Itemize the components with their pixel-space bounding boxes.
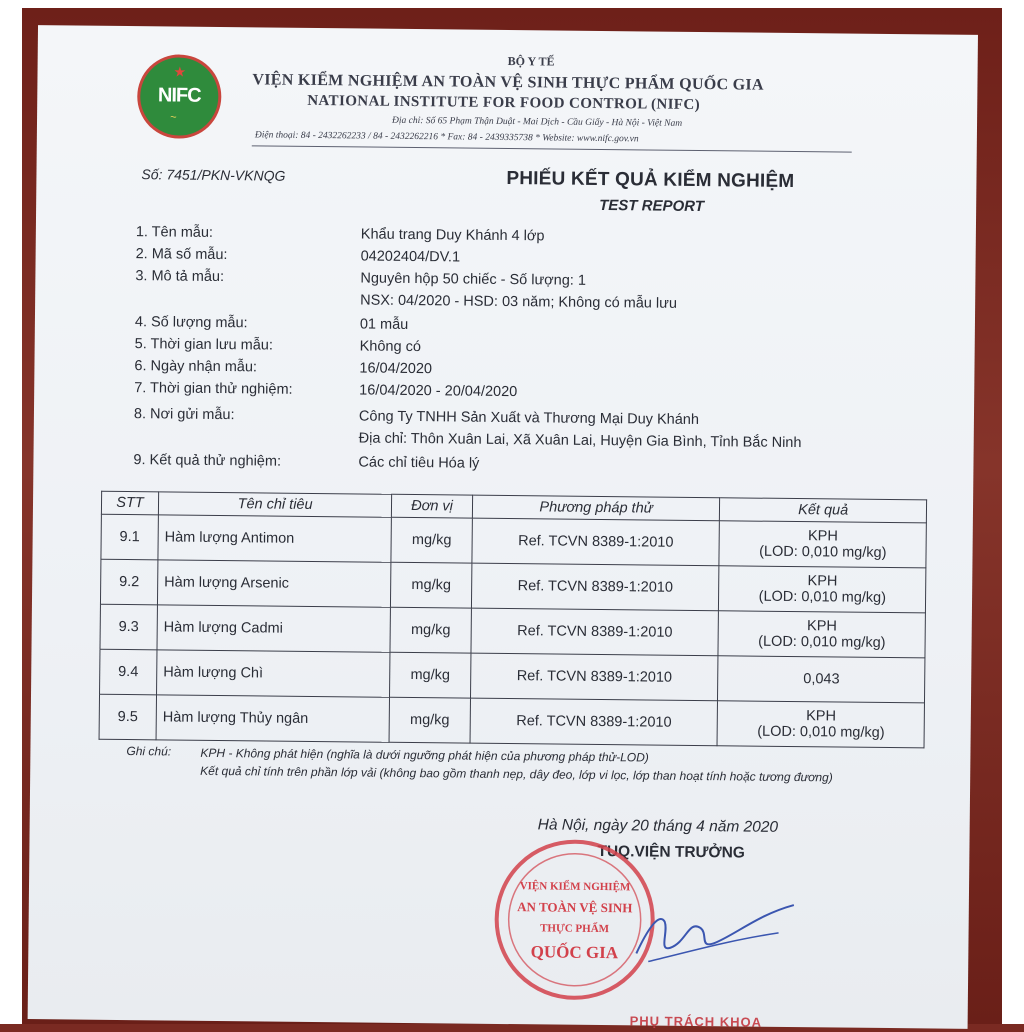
signatory-title: TUQ.VIỆN TRƯỞNG <box>597 842 745 862</box>
info-label: 3. Mô tả mẫu: <box>135 268 225 286</box>
cell-stt: 9.5 <box>99 694 156 740</box>
leaf-icon: ~ <box>170 111 177 124</box>
col-header-method: Phương pháp thử <box>472 495 720 521</box>
seal-text-top: VIỆN KIỂM NGHIỆM <box>519 880 631 894</box>
info-label: 2. Mã số mẫu: <box>135 246 228 264</box>
info-value: 04202404/DV.1 <box>360 248 461 266</box>
info-label: 4. Số lượng mẫu: <box>134 314 248 332</box>
info-label: 5. Thời gian lưu mẫu: <box>134 336 274 354</box>
cell-unit: mg/kg <box>391 517 472 563</box>
result-value: 0,043 <box>803 671 840 688</box>
info-value: Công Ty TNHH Sản Xuất và Thương Mại Duy Khánh <box>358 408 700 429</box>
info-value: 01 mẫu <box>359 316 409 333</box>
cell-name: Hàm lượng Thủy ngân <box>156 695 390 742</box>
result-value: KPH <box>807 573 838 590</box>
note-line: Kết quả chỉ tính trên phần lớp vải (không bao gồm thanh nẹp, dây đeo, lớp vi lọc, lớp than hoạt tính hoặc tương đương) <box>200 763 833 785</box>
institute-address: Địa chỉ: Số 65 Phạm Thận Duật - Mai Dịch - Cầu Giấy - Hà Nội - Việt Nam <box>391 115 683 129</box>
info-label: 8. Nơi gửi mẫu: <box>133 406 235 424</box>
result-lod: (LOD: 0,010 mg/kg) <box>758 588 887 606</box>
seal-text-mid2: THỰC PHẨM <box>540 922 610 936</box>
document-number: Số: 7451/PKN-VKNQG <box>141 166 286 184</box>
result-value: KPH <box>807 528 838 545</box>
info-value: 16/04/2020 - 20/04/2020 <box>359 382 518 401</box>
cell-stt: 9.2 <box>100 559 157 605</box>
report-paper <box>28 25 978 1029</box>
cell-name: Hàm lượng Cadmi <box>157 605 391 652</box>
cell-result <box>718 611 925 658</box>
info-label: 9. Kết quả thử nghiệm: <box>133 452 282 470</box>
institute-name-en: NATIONAL INSTITUTE FOR FOOD CONTROL (NIFC) <box>307 92 701 114</box>
cell-name: Hàm lượng Chì <box>157 650 391 697</box>
cell-unit: mg/kg <box>391 562 472 608</box>
table-row <box>99 694 924 748</box>
header-divider <box>252 145 852 152</box>
cell-stt: 9.3 <box>100 604 157 650</box>
cell-method: Ref. TCVN 8389-1:2010 <box>470 698 718 746</box>
notes-label: Ghi chú: <box>126 744 172 759</box>
issue-date: Hà Nội, ngày 20 tháng 4 năm 2020 <box>537 816 779 836</box>
nifc-logo <box>137 54 222 139</box>
cell-method: Ref. TCVN 8389-1:2010 <box>472 518 720 566</box>
cell-method: Ref. TCVN 8389-1:2010 <box>471 608 719 656</box>
result-lod: (LOD: 0,010 mg/kg) <box>757 723 885 741</box>
result-lod: (LOD: 0,010 mg/kg) <box>759 543 887 561</box>
logo-text: NIFC <box>157 84 201 107</box>
col-header-stt: STT <box>101 491 158 515</box>
result-lod: (LOD: 0,010 mg/kg) <box>758 633 886 651</box>
cell-stt: 9.1 <box>101 514 158 560</box>
institute-name-vn: VIỆN KIỂM NGHIỆM AN TOÀN VỆ SINH THỰC PHẨM QUỐC GIA <box>252 71 764 94</box>
seal-text-bottom: QUỐC GIA <box>530 942 619 963</box>
result-value: KPH <box>806 708 837 725</box>
col-header-result: Kết quả <box>720 498 927 523</box>
info-label: 7. Thời gian thử nghiệm: <box>134 380 293 398</box>
note-line: KPH - Không phát hiện (nghĩa là dưới ngưỡng phát hiện của phương pháp thử-LOD) <box>200 745 649 765</box>
info-value: Các chỉ tiêu Hóa lý <box>358 454 480 472</box>
col-header-name: Tên chỉ tiêu <box>158 492 391 517</box>
info-label: 1. Tên mẫu: <box>135 224 214 241</box>
institute-contact: Điện thoại: 84 - 2432262233 / 84 - 2432262216 * Fax: 84 - 2439335738 * Website: www.nifc.gov.vn <box>254 130 639 145</box>
ministry-name: BỘ Y TẾ <box>507 53 555 69</box>
results-table <box>99 491 928 749</box>
col-header-unit: Đơn vị <box>392 494 473 518</box>
cell-unit: mg/kg <box>390 652 471 698</box>
cell-result <box>718 701 925 748</box>
seal-text-mid: AN TOÀN VỆ SINH <box>517 899 633 916</box>
cell-stt: 9.4 <box>100 649 157 695</box>
cell-method: Ref. TCVN 8389-1:2010 <box>470 653 718 701</box>
cell-name: Hàm lượng Arsenic <box>157 560 391 607</box>
star-icon: ★ <box>173 63 187 80</box>
report-subtitle: TEST REPORT <box>599 196 705 216</box>
cell-result <box>719 566 926 613</box>
info-value-line2: NSX: 04/2020 - HSD: 03 năm; Không có mẫu lưu <box>360 292 678 312</box>
head-of-department: PHỤ TRÁCH KHOA <box>629 1013 763 1030</box>
info-value: Khẩu trang Duy Khánh 4 lớp <box>360 226 545 245</box>
info-value: Nguyên hộp 50 chiếc - Số lượng: 1 <box>360 270 587 289</box>
cell-result <box>718 656 925 703</box>
result-value: KPH <box>807 618 838 635</box>
cell-name: Hàm lượng Antimon <box>158 515 392 562</box>
info-value: 16/04/2020 <box>359 360 433 378</box>
cell-method: Ref. TCVN 8389-1:2010 <box>471 563 719 611</box>
cell-unit: mg/kg <box>390 607 471 653</box>
info-value: Không có <box>359 338 422 356</box>
info-value-line2: Địa chỉ: Thôn Xuân Lai, Xã Xuân Lai, Huyện Gia Bình, Tỉnh Bắc Ninh <box>358 430 802 452</box>
handwritten-signature <box>628 891 799 973</box>
cell-unit: mg/kg <box>389 697 470 743</box>
report-title: PHIẾU KẾT QUẢ KIỂM NGHIỆM <box>506 167 795 193</box>
info-label: 6. Ngày nhận mẫu: <box>134 358 258 376</box>
cell-result <box>719 521 926 568</box>
